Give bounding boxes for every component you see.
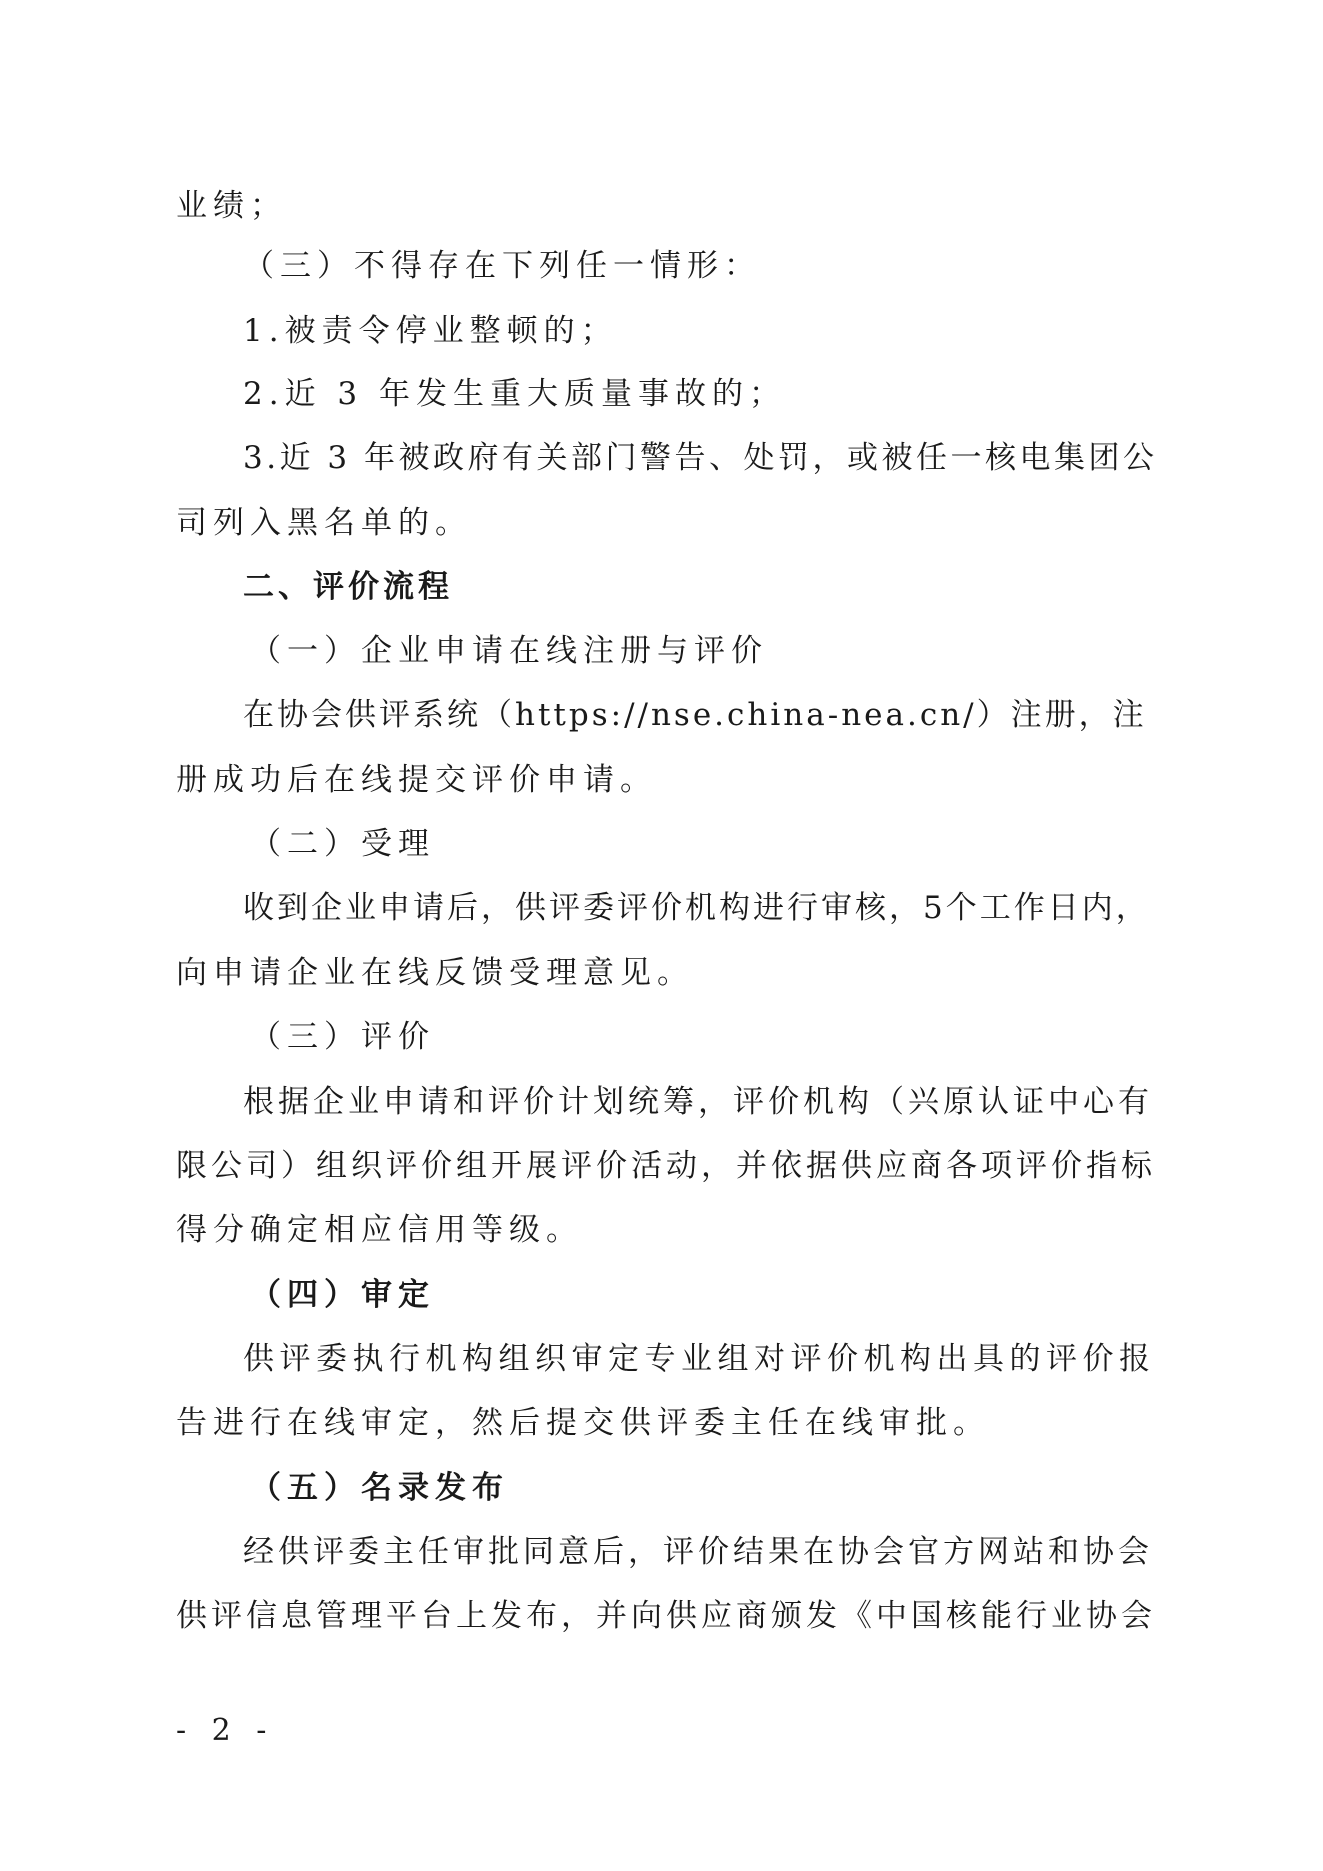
paragraph-line: 得分确定相应信用等级。 xyxy=(176,1212,583,1248)
subsection-heading: （四）审定 xyxy=(250,1277,435,1313)
section-heading: 二、评价流程 xyxy=(243,569,453,605)
paragraph-line: 告进行在线审定，然后提交供评委主任在线审批。 xyxy=(176,1405,990,1441)
page-number: - 2 - xyxy=(176,1713,275,1748)
text-line: 司列入黑名单的。 xyxy=(176,505,472,541)
paragraph-line: 在协会供评系统（https://nse.china-nea.cn/）注册，注 xyxy=(243,697,1147,733)
subsection-heading: （五）名录发布 xyxy=(250,1470,509,1506)
paragraph-line: 供评信息管理平台上发布，并向供应商颁发《中国核能行业协会 xyxy=(176,1598,1156,1634)
paragraph-line: 根据企业申请和评价计划统筹，评价机构（兴原认证中心有 xyxy=(243,1084,1153,1120)
paragraph-line: 供评委执行机构组织审定专业组对评价机构出具的评价报 xyxy=(243,1341,1156,1377)
paragraph-line: 册成功后在线提交评价申请。 xyxy=(176,762,657,798)
list-item: 1.被责令停业整顿的； xyxy=(243,313,618,349)
subsection-heading: （二）受理 xyxy=(250,826,435,862)
paragraph-line: 经供评委主任审批同意后，评价结果在协会官方网站和协会 xyxy=(243,1534,1153,1570)
list-item: 3.近 3 年被政府有关部门警告、处罚，或被任一核电集团公 xyxy=(243,440,1158,476)
subsection-heading: （三）不得存在下列任一情形： xyxy=(243,248,761,284)
paragraph-line: 收到企业申请后，供评委评价机构进行审核，5个工作日内， xyxy=(243,890,1150,926)
paragraph-line: 向申请企业在线反馈受理意见。 xyxy=(176,955,694,991)
list-item: 2.近 3 年发生重大质量事故的； xyxy=(243,376,787,412)
text-line: 业绩； xyxy=(176,188,287,224)
paragraph-line: 限公司）组织评价组开展评价活动，并依据供应商各项评价指标 xyxy=(176,1148,1156,1184)
subsection-heading: （一）企业申请在线注册与评价 xyxy=(250,633,768,669)
subsection-heading: （三）评价 xyxy=(250,1019,435,1055)
